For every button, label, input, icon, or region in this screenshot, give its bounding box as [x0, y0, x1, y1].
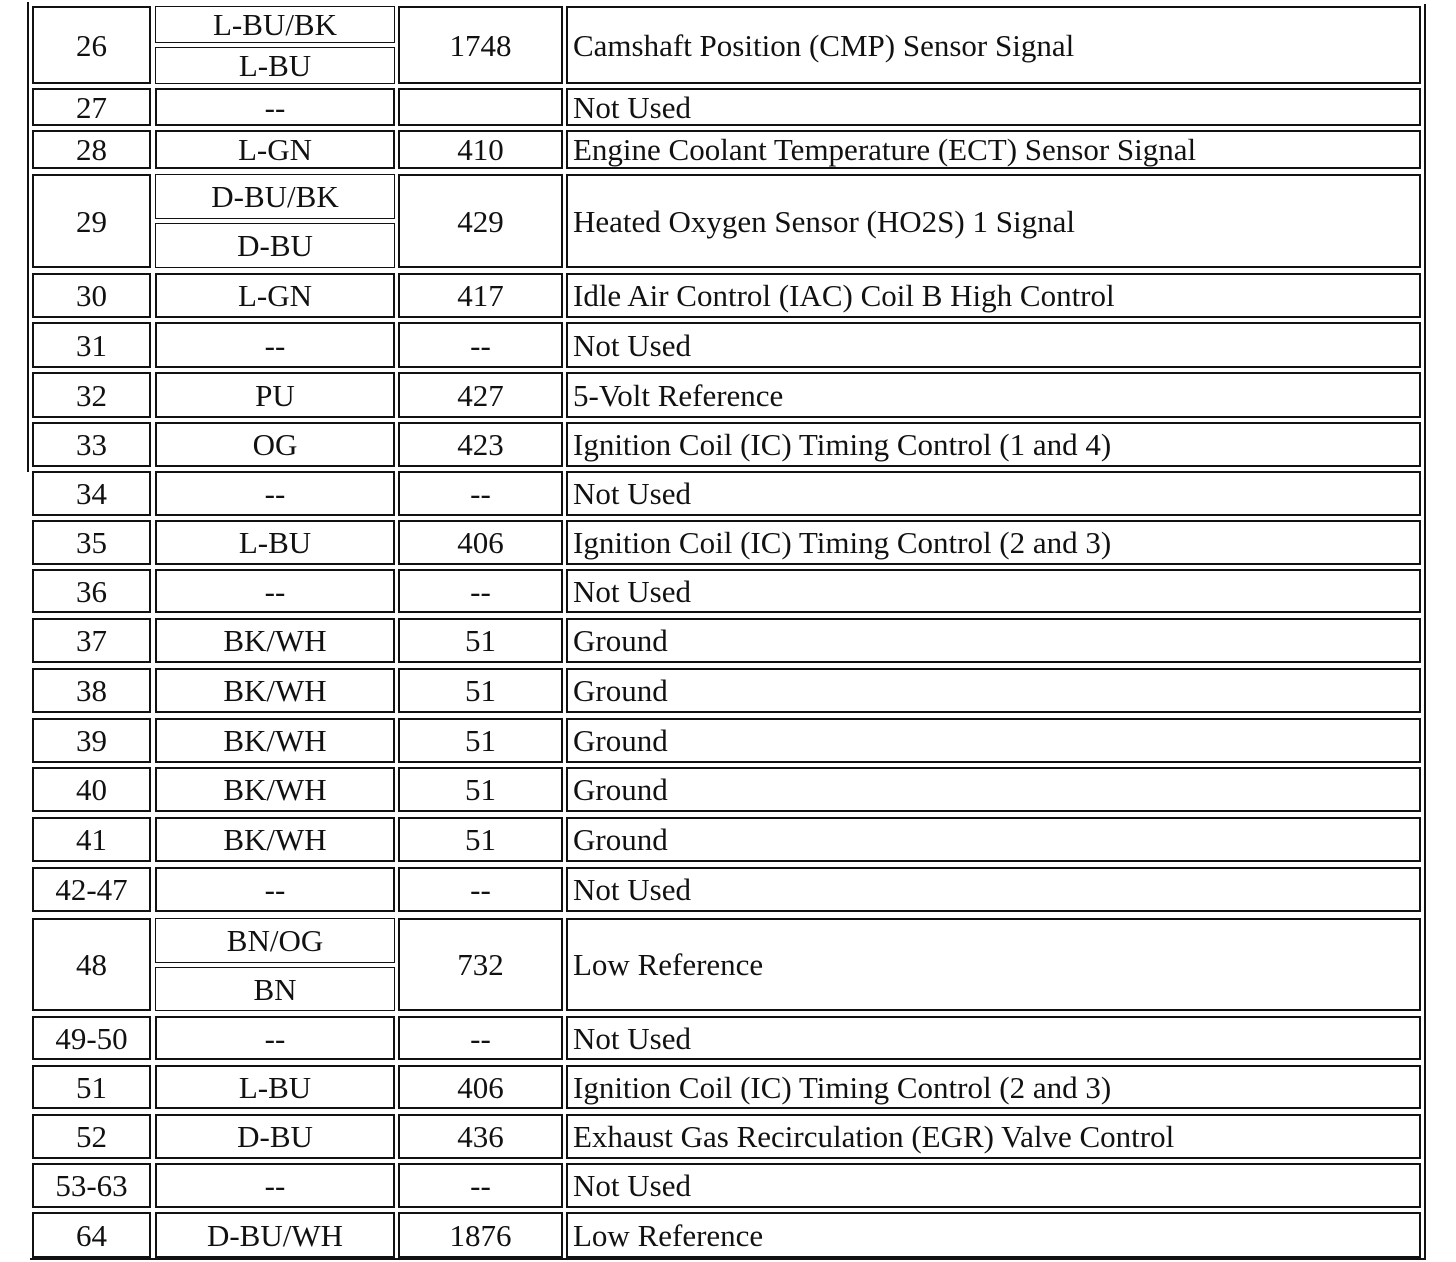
function-cell: Not Used — [566, 322, 1421, 368]
function-cell: Camshaft Position (CMP) Sensor Signal — [566, 6, 1421, 84]
circuit-number-cell: -- — [398, 1163, 563, 1208]
pin-cell: 32 — [32, 372, 151, 418]
function-cell: Idle Air Control (IAC) Coil B High Control — [566, 273, 1421, 318]
circuit-number-cell: 51 — [398, 618, 563, 663]
function-cell: Not Used — [566, 1016, 1421, 1060]
wire-color-cell: L-BU — [155, 1065, 395, 1109]
pin-cell: 36 — [32, 569, 151, 613]
function-cell: Ground — [566, 668, 1421, 713]
function-cell: Not Used — [566, 1163, 1421, 1208]
pin-cell: 51 — [32, 1065, 151, 1109]
wire-color-cell: BK/WH — [155, 718, 395, 763]
pin-cell: 39 — [32, 718, 151, 763]
function-cell: Exhaust Gas Recirculation (EGR) Valve Control — [566, 1114, 1421, 1159]
circuit-number-cell: -- — [398, 1016, 563, 1060]
pin-cell: 27 — [32, 88, 151, 126]
wire-color-cell: D-BU — [155, 1114, 395, 1159]
circuit-number-cell: 51 — [398, 668, 563, 713]
wire-color-cell: L-GN — [155, 130, 395, 169]
circuit-number-cell: 423 — [398, 422, 563, 467]
circuit-number-cell: 732 — [398, 918, 563, 1011]
function-cell: Ground — [566, 618, 1421, 663]
circuit-number-cell: -- — [398, 867, 563, 912]
pin-cell: 30 — [32, 273, 151, 318]
wire-color-cell: L-BU/BK — [155, 6, 395, 43]
function-cell: Ground — [566, 817, 1421, 862]
pin-cell: 40 — [32, 767, 151, 812]
pin-cell: 34 — [32, 471, 151, 516]
circuit-number-cell — [398, 88, 563, 126]
function-cell: Ignition Coil (IC) Timing Control (1 and 4) — [566, 422, 1421, 467]
wire-color-cell: -- — [155, 867, 395, 912]
pin-cell: 38 — [32, 668, 151, 713]
pin-cell: 48 — [32, 918, 151, 1011]
pin-cell: 41 — [32, 817, 151, 862]
circuit-number-cell: -- — [398, 322, 563, 368]
circuit-number-cell: 1876 — [398, 1212, 563, 1258]
wire-color-cell: D-BU/WH — [155, 1212, 395, 1258]
table-frame-line — [1424, 4, 1426, 1260]
wire-color-cell: L-BU — [155, 520, 395, 565]
wire-color-cell: L-BU — [155, 47, 395, 84]
pin-cell: 33 — [32, 422, 151, 467]
function-cell: Not Used — [566, 867, 1421, 912]
circuit-number-cell: 51 — [398, 817, 563, 862]
pin-cell: 28 — [32, 130, 151, 169]
wire-color-cell: D-BU/BK — [155, 174, 395, 219]
wire-color-cell: BK/WH — [155, 618, 395, 663]
wire-color-cell: OG — [155, 422, 395, 467]
wire-color-cell: -- — [155, 88, 395, 126]
function-cell: Low Reference — [566, 918, 1421, 1011]
pin-cell: 64 — [32, 1212, 151, 1258]
circuit-number-cell: 51 — [398, 767, 563, 812]
wire-color-cell: BK/WH — [155, 668, 395, 713]
table-frame-line — [30, 1258, 1426, 1260]
circuit-number-cell: 406 — [398, 520, 563, 565]
function-cell: Not Used — [566, 569, 1421, 613]
table-frame-line — [27, 2, 29, 472]
pin-cell: 29 — [32, 174, 151, 268]
wire-color-cell: D-BU — [155, 223, 395, 268]
pin-cell: 42-47 — [32, 867, 151, 912]
pin-cell: 53-63 — [32, 1163, 151, 1208]
function-cell: Not Used — [566, 88, 1421, 126]
function-cell: Engine Coolant Temperature (ECT) Sensor Signal — [566, 130, 1421, 169]
function-cell: Ground — [566, 767, 1421, 812]
circuit-number-cell: 410 — [398, 130, 563, 169]
wire-color-cell: BN — [155, 967, 395, 1011]
wire-color-cell: BK/WH — [155, 767, 395, 812]
function-cell: Ignition Coil (IC) Timing Control (2 and 3) — [566, 1065, 1421, 1109]
pin-cell: 35 — [32, 520, 151, 565]
pin-cell: 52 — [32, 1114, 151, 1159]
function-cell: Ground — [566, 718, 1421, 763]
function-cell: Not Used — [566, 471, 1421, 516]
function-cell: Heated Oxygen Sensor (HO2S) 1 Signal — [566, 174, 1421, 268]
pin-cell: 49-50 — [32, 1016, 151, 1060]
function-cell: Ignition Coil (IC) Timing Control (2 and 3) — [566, 520, 1421, 565]
pin-cell: 26 — [32, 6, 151, 84]
circuit-number-cell: 427 — [398, 372, 563, 418]
wire-color-cell: PU — [155, 372, 395, 418]
wire-color-cell: BK/WH — [155, 817, 395, 862]
circuit-number-cell: 429 — [398, 174, 563, 268]
circuit-number-cell: 51 — [398, 718, 563, 763]
function-cell: 5-Volt Reference — [566, 372, 1421, 418]
circuit-number-cell: -- — [398, 471, 563, 516]
wire-color-cell: -- — [155, 471, 395, 516]
wire-color-cell: -- — [155, 1163, 395, 1208]
circuit-number-cell: -- — [398, 569, 563, 613]
circuit-number-cell: 436 — [398, 1114, 563, 1159]
wire-color-cell: -- — [155, 569, 395, 613]
circuit-number-cell: 417 — [398, 273, 563, 318]
circuit-number-cell: 1748 — [398, 6, 563, 84]
wire-color-cell: -- — [155, 322, 395, 368]
pin-cell: 31 — [32, 322, 151, 368]
wire-color-cell: -- — [155, 1016, 395, 1060]
wire-color-cell: BN/OG — [155, 918, 395, 963]
function-cell: Low Reference — [566, 1212, 1421, 1258]
wire-color-cell: L-GN — [155, 273, 395, 318]
circuit-number-cell: 406 — [398, 1065, 563, 1109]
pin-cell: 37 — [32, 618, 151, 663]
